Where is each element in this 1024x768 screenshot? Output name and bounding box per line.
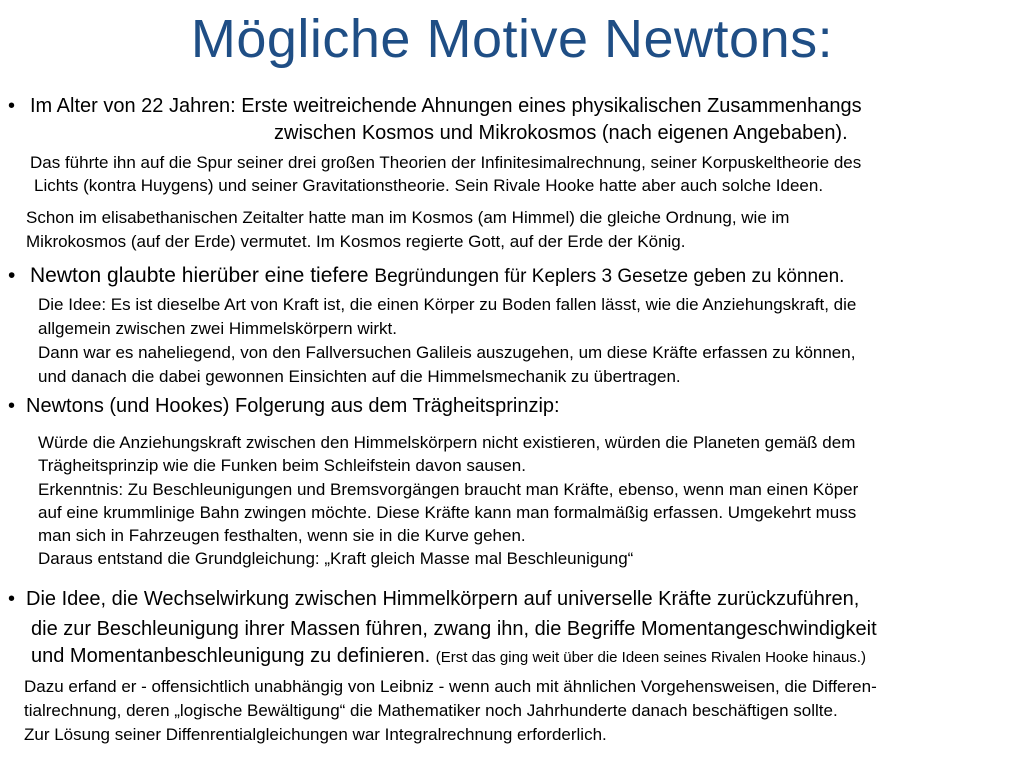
section2-paragraph-line2: allgemein zwischen zwei Himmelskörpern wirkt. [38, 319, 397, 338]
section1-bullet-text: Im Alter von 22 Jahren: Erste weitreichende Ahnungen eines physikalischen Zusammenhangs [30, 95, 862, 117]
section4-bullet-text-line1: Die Idee, die Wechselwirkung zwischen Himmelkörpern auf universelle Kräfte zurückzuführen, [26, 588, 860, 610]
section4-paragraph-line2: tialrechnung, deren „logische Bewältigung“ die Mathematiker noch Jahrhunderte danach beschäftigen sollte. [24, 701, 838, 720]
section4-bullet-line1 [8, 588, 859, 611]
section2-bullet-text-a: Newton glaubte hierüber eine tiefere [30, 264, 375, 287]
section2-bullet-text-b: Begründungen für Keplers 3 Gesetze geben zu können. [374, 266, 845, 287]
section4-bullet-line3 [31, 645, 866, 668]
section3-paragraph-line1: Würde die Anziehungskraft zwischen den Himmelskörpern nicht existieren, würden die Planeten gemäß dem [38, 433, 856, 452]
section2-paragraph-line3: Dann war es naheliegend, von den Fallversuchen Galileis auszugehen, um diese Kräfte erfassen zu können, [38, 343, 856, 362]
section4-bullet-line2: die zur Beschleunigung ihrer Massen führen, zwang ihn, die Begriffe Momentangeschwindigkeit [31, 618, 877, 640]
bullet-icon: • [8, 395, 16, 417]
section1-bullet-line2: zwischen Kosmos und Mikrokosmos (nach eigenen Angebaben). [274, 122, 848, 144]
section2-paragraph-line1: Die Idee: Es ist dieselbe Art von Kraft ist, die einen Körper zu Boden fallen lässt, wie die Anziehungskraft, die [38, 295, 857, 314]
section1-bullet-line1 [8, 95, 862, 118]
bullet-icon: • [8, 588, 16, 610]
section2-paragraph-line4: und danach die dabei gewonnen Einsichten auf die Himmelsmechanik zu übertragen. [38, 367, 681, 386]
section3-bullet-text: Newtons (und Hookes) Folgerung aus dem Trägheitsprinzip: [26, 395, 560, 417]
section3-paragraph-line4: auf eine krummlinige Bahn zwingen möchte. Diese Kräfte kann man formalmäßig erfassen. Umgekehrt muss [38, 503, 857, 522]
section3-paragraph-line3: Erkenntnis: Zu Beschleunigungen und Bremsvorgängen braucht man Kräfte, ebenso, wenn man einen Köper [38, 480, 859, 499]
section3-paragraph-line2: Trägheitsprinzip wie die Funken beim Schleifstein davon sausen. [38, 456, 526, 475]
section4-bullet-text-line3a: und Momentanbeschleunigung zu definieren. [31, 645, 436, 667]
section3-bullet-line1 [8, 395, 560, 418]
section1-paragraph2-line1: Schon im elisabethanischen Zeitalter hatte man im Kosmos (am Himmel) die gleiche Ordnung, wie im [26, 208, 790, 227]
section3-paragraph-line5: man sich in Fahrzeugen festhalten, wenn sie in die Kurve gehen. [38, 526, 526, 545]
bullet-icon: • [8, 264, 16, 287]
section1-paragraph2-line2: Mikrokosmos (auf der Erde) vermutet. Im Kosmos regierte Gott, auf der Erde der König. [26, 232, 686, 251]
page-title: Mögliche Motive Newtons: [190, 9, 834, 69]
section4-paragraph-line3: Zur Lösung seiner Diffenrentialgleichungen war Integralrechnung erforderlich. [24, 725, 607, 744]
section1-paragraph1-line1: Das führte ihn auf die Spur seiner drei großen Theorien der Infinitesimalrechnung, seiner Korpuskeltheorie des [30, 153, 862, 172]
section1-paragraph1-line2: Lichts (kontra Huygens) und seiner Gravitationstheorie. Sein Rivale Hooke hatte aber auch solche Ideen. [34, 176, 824, 195]
section2-bullet-line1 [8, 264, 844, 288]
section4-bullet-text-line3b: (Erst das ging weit über die Ideen seines Rivalen Hooke hinaus.) [435, 649, 866, 666]
bullet-icon: • [8, 95, 16, 117]
section3-paragraph-line6: Daraus entstand die Grundgleichung: „Kraft gleich Masse mal Beschleunigung“ [38, 549, 634, 568]
section4-paragraph-line1: Dazu erfand er - offensichtlich unabhängig von Leibniz - wenn auch mit ähnlichen Vorgehensweisen, die Differen- [24, 677, 877, 696]
